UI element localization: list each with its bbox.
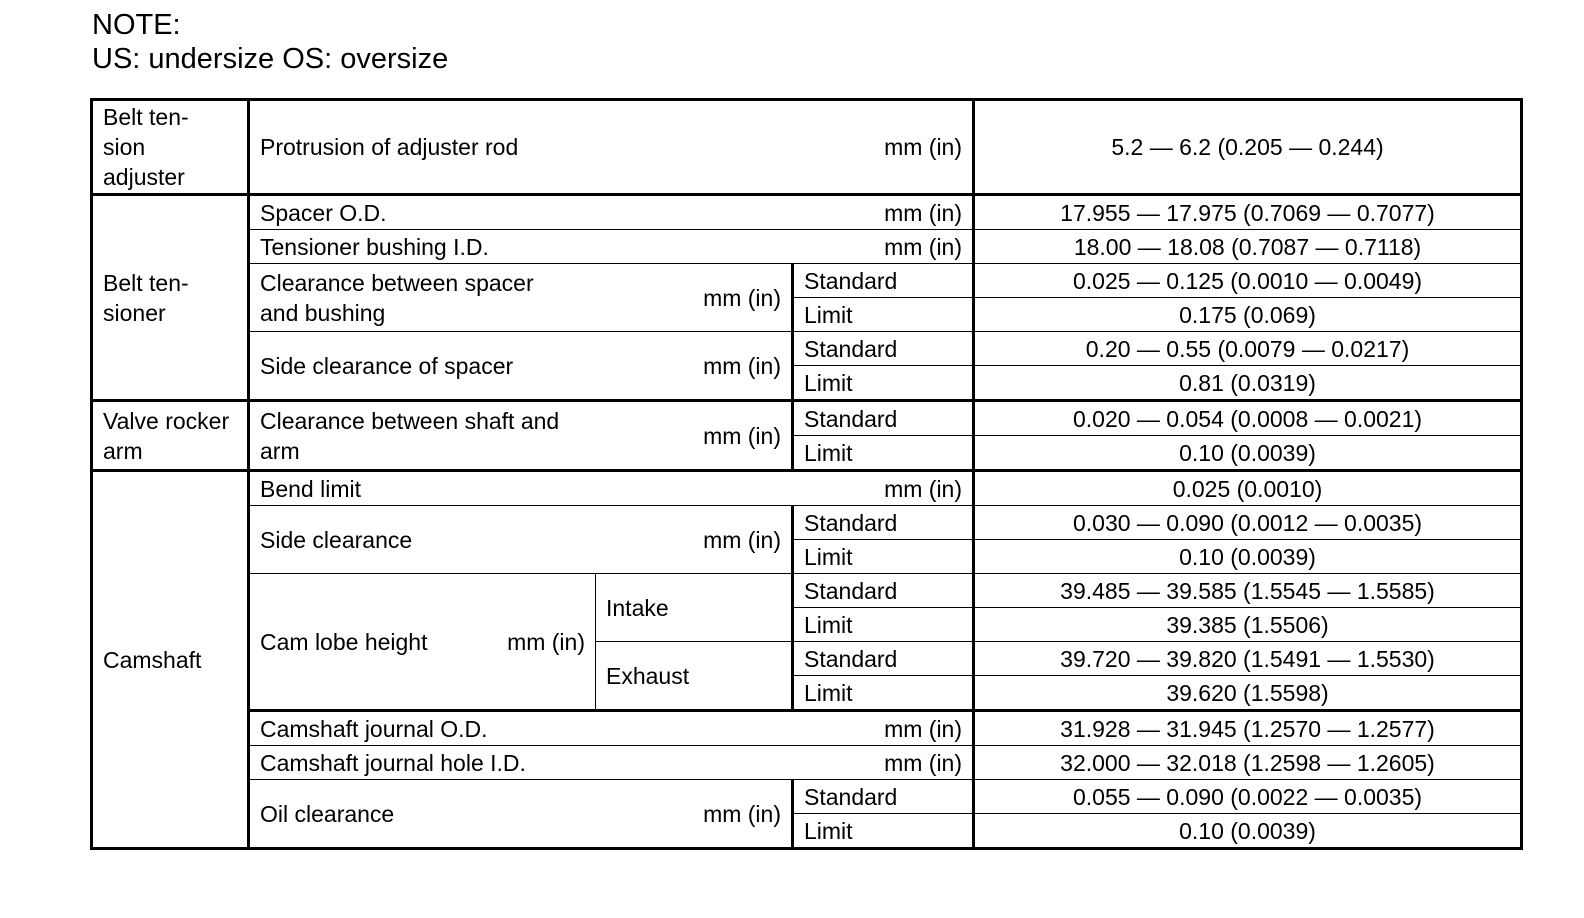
- label-standard: Standard: [793, 332, 974, 366]
- value-intake-limit: 39.385 (1.5506): [974, 608, 1522, 642]
- item-cell: [249, 711, 974, 746]
- value-exhaust-limit: 39.620 (1.5598): [974, 676, 1522, 711]
- value-bend-limit: 0.025 (0.0010): [974, 471, 1522, 506]
- unit-label: mm (in): [703, 284, 781, 311]
- item-cell: [249, 780, 793, 849]
- value-side-clearance-limit: 0.10 (0.0039): [974, 540, 1522, 574]
- label-standard: Standard: [793, 506, 974, 540]
- value-camshaft-journal-od: 31.928 — 31.945 (1.2570 — 1.2577): [974, 711, 1522, 746]
- item-cell: [249, 332, 793, 401]
- item-cell: [249, 100, 974, 195]
- table-row: [92, 574, 1522, 608]
- unit-label: mm (in): [884, 715, 963, 742]
- label-limit: Limit: [793, 676, 974, 711]
- label-limit: Limit: [793, 366, 974, 401]
- category-valve-rocker-arm: Valve rocker arm: [92, 401, 249, 471]
- item-cell: [249, 506, 793, 574]
- item-cell: [249, 401, 793, 471]
- item-camshaft-journal-od: Camshaft journal O.D.: [260, 715, 488, 742]
- item-cell: [249, 746, 974, 780]
- value-side-clearance-standard: 0.030 — 0.090 (0.0012 — 0.0035): [974, 506, 1522, 540]
- table-row: [92, 195, 1522, 230]
- category-belt-tensioner: Belt ten- sioner: [92, 195, 249, 401]
- item-cell: [249, 471, 974, 506]
- value-camshaft-journal-hole-id: 32.000 — 32.018 (1.2598 — 1.2605): [974, 746, 1522, 780]
- unit-label: mm (in): [884, 475, 963, 502]
- table-row: [92, 780, 1522, 814]
- value-tensioner-bushing-id: 18.00 — 18.08 (0.7087 — 0.7118): [974, 230, 1522, 264]
- item-camshaft-journal-hole-id: Camshaft journal hole I.D.: [260, 749, 526, 776]
- note-title: NOTE:: [92, 9, 181, 41]
- item-clearance-spacer-bushing: Clearance between spacer and bushing: [260, 269, 534, 326]
- note-block: [92, 8, 448, 76]
- unit-label: mm (in): [884, 233, 963, 260]
- unit-label: mm (in): [703, 800, 781, 827]
- label-standard: Standard: [793, 574, 974, 608]
- unit-label: mm (in): [703, 526, 781, 553]
- table-row: [92, 471, 1522, 506]
- note-text: US: undersize OS: oversize: [92, 43, 449, 75]
- unit-label: mm (in): [703, 422, 781, 449]
- unit-label: mm (in): [884, 134, 963, 160]
- item-cell: [249, 195, 974, 230]
- label-intake: Intake: [596, 574, 793, 642]
- item-clearance-shaft-arm: Clearance between shaft and arm: [260, 407, 560, 464]
- value-oil-clearance-standard: 0.055 — 0.090 (0.0022 — 0.0035): [974, 780, 1522, 814]
- label-standard: Standard: [793, 401, 974, 436]
- table-row: [92, 264, 1522, 298]
- label-exhaust: Exhaust: [596, 642, 793, 711]
- item-protrusion-of-adjuster-rod: Protrusion of adjuster rod: [260, 134, 519, 160]
- value-clearance-spacer-bushing-standard: 0.025 — 0.125 (0.0010 — 0.0049): [974, 264, 1522, 298]
- item-bend-limit: Bend limit: [260, 475, 361, 502]
- label-limit: Limit: [793, 436, 974, 471]
- unit-label: mm (in): [703, 352, 781, 379]
- unit-label: mm (in): [507, 628, 585, 655]
- label-standard: Standard: [793, 264, 974, 298]
- label-limit: Limit: [793, 298, 974, 332]
- table-row: [92, 746, 1522, 780]
- spec-table: [90, 98, 1523, 850]
- table-row: [92, 401, 1522, 436]
- item-spacer-od: Spacer O.D.: [260, 199, 387, 226]
- unit-label: mm (in): [884, 749, 963, 776]
- value-spacer-od: 17.955 — 17.975 (0.7069 — 0.7077): [974, 195, 1522, 230]
- item-cell: [249, 230, 974, 264]
- item-oil-clearance: Oil clearance: [260, 800, 395, 827]
- table-row: [92, 711, 1522, 746]
- value-side-clearance-of-spacer-standard: 0.20 — 0.55 (0.0079 — 0.0217): [974, 332, 1522, 366]
- table-row: [92, 332, 1522, 366]
- value-clearance-shaft-arm-standard: 0.020 — 0.054 (0.0008 — 0.0021): [974, 401, 1522, 436]
- table-row: [92, 230, 1522, 264]
- label-standard: Standard: [793, 642, 974, 676]
- category-camshaft: Camshaft: [92, 471, 249, 849]
- value-side-clearance-of-spacer-limit: 0.81 (0.0319): [974, 366, 1522, 401]
- label-limit: Limit: [793, 540, 974, 574]
- category-belt-tension-adjuster: Belt ten- sion adjuster: [92, 100, 249, 195]
- item-side-clearance: Side clearance: [260, 526, 413, 553]
- unit-label: mm (in): [884, 199, 963, 226]
- label-limit: Limit: [793, 608, 974, 642]
- value-exhaust-standard: 39.720 — 39.820 (1.5491 — 1.5530): [974, 642, 1522, 676]
- item-cam-lobe-height: Cam lobe height: [260, 628, 428, 655]
- item-tensioner-bushing-id: Tensioner bushing I.D.: [260, 233, 489, 260]
- label-standard: Standard: [793, 780, 974, 814]
- value-oil-clearance-limit: 0.10 (0.0039): [974, 814, 1522, 849]
- table-row: [92, 506, 1522, 540]
- value-clearance-spacer-bushing-limit: 0.175 (0.069): [974, 298, 1522, 332]
- item-cell: [249, 264, 793, 332]
- value-clearance-shaft-arm-limit: 0.10 (0.0039): [974, 436, 1522, 471]
- label-limit: Limit: [793, 814, 974, 849]
- item-cell: [249, 574, 596, 711]
- table-row: [92, 100, 1522, 195]
- value-intake-standard: 39.485 — 39.585 (1.5545 — 1.5585): [974, 574, 1522, 608]
- item-side-clearance-of-spacer: Side clearance of spacer: [260, 352, 514, 379]
- value-protrusion-of-adjuster-rod: 5.2 — 6.2 (0.205 — 0.244): [974, 100, 1522, 195]
